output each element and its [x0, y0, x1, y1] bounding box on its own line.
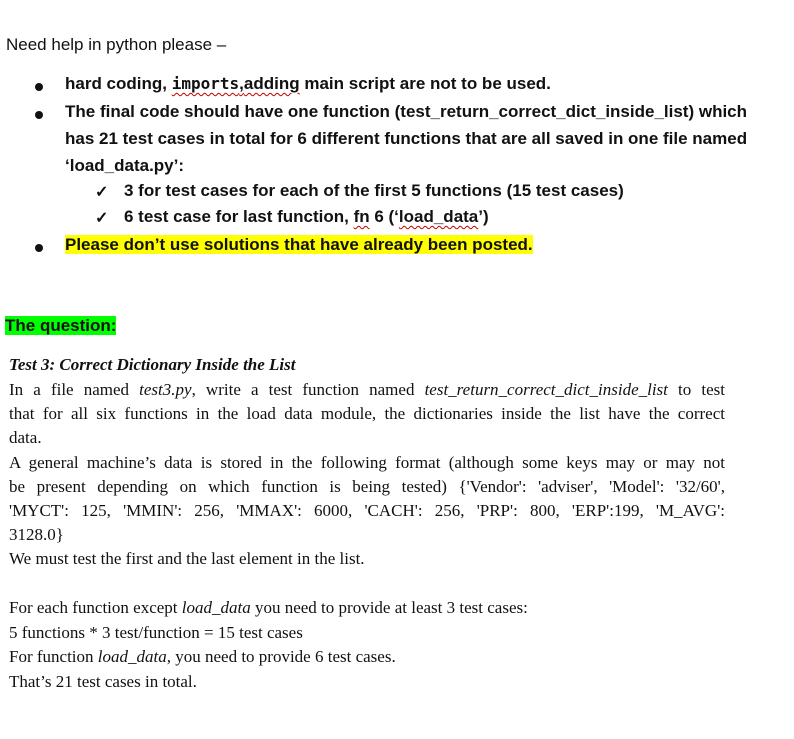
- check-2-fn: fn: [353, 207, 370, 226]
- p4-line-3: [9, 647, 396, 667]
- p2-line-2: be present depending on which function is being tested) {'Vendor': 'adviser', 'Model': '32/60',: [9, 477, 725, 496]
- p2-line-4: 3128.0}: [9, 525, 64, 544]
- check-2-part1: 6 test case for last function,: [124, 207, 354, 226]
- bullet-1-part1: hard coding,: [65, 74, 172, 93]
- p1-line-1: [9, 380, 725, 400]
- filename: test3.py: [139, 380, 192, 399]
- p2-line-3: 'MYCT': 125, 'MMIN': 256, 'MMAX': 6000, 'CACH': 256, 'PRP': 800, 'ERP':199, 'M_AVG':: [9, 501, 725, 520]
- bullet-1-part2: main script are not to be used.: [299, 74, 551, 93]
- check-item-1: 3 for test cases for each of the first 5 functions (15 test cases): [124, 181, 624, 200]
- check-icon: ✓: [95, 184, 109, 201]
- function-name: load_data: [97, 647, 167, 666]
- p1-text: to test: [667, 380, 725, 399]
- p4-text: you need to provide at least 3 test cases:: [250, 598, 528, 617]
- bullet-1-adding: adding: [243, 74, 300, 93]
- p3-line: We must test the first and the last element in the list.: [9, 549, 365, 568]
- test-title: Test 3: Correct Dictionary Inside the List: [9, 355, 296, 374]
- p4-text: For function: [9, 647, 98, 666]
- check-icon: ✓: [95, 210, 109, 227]
- bullet-dot: [35, 111, 43, 119]
- intro-text: Need help in python please –: [6, 35, 227, 54]
- p1-text: , write a test function named: [191, 380, 425, 399]
- p1-line-2: that for all six functions in the load data module, the dictionaries inside the list have the correct: [9, 404, 725, 423]
- p4-line-2: 5 functions * 3 test/function = 15 test cases: [9, 623, 303, 642]
- p1-line-3: data.: [9, 428, 42, 447]
- bullet-2-line-1: The final code should have one function (test_return_correct_dict_inside_list) which: [65, 102, 748, 121]
- bullet-3-text: [65, 235, 533, 255]
- bullet-3-highlight: Please don’t use solutions that have already been posted.: [65, 235, 533, 254]
- bullet-2-line-2: has 21 test cases in total for 6 different functions that are all saved in one file named: [65, 129, 748, 148]
- imports-code: imports: [171, 74, 240, 93]
- check-2-load-data: load_data: [398, 207, 479, 226]
- bullet-dot: [35, 83, 43, 91]
- p4-line-4: That’s 21 test cases in total.: [9, 672, 197, 691]
- question-label: [5, 316, 116, 336]
- p4-line-1: [9, 598, 528, 618]
- function-name: test_return_correct_dict_inside_list: [424, 380, 668, 399]
- bullet-dot: [35, 244, 43, 252]
- p4-text: For each function except: [9, 598, 182, 617]
- bullet-2-line-3: ‘load_data.py’:: [65, 156, 185, 175]
- bullet-1-comma: ,: [239, 74, 244, 93]
- question-label-highlight: The question:: [5, 316, 117, 335]
- check-2-part2: 6 (‘: [369, 207, 399, 226]
- check-item-2: [124, 207, 489, 227]
- function-name: load_data: [181, 598, 251, 617]
- bullet-1-text: [65, 74, 551, 94]
- p1-text: In a file named: [9, 380, 140, 399]
- p4-text: , you need to provide 6 test cases.: [166, 647, 396, 666]
- check-2-part3: ’): [478, 207, 489, 226]
- p2-line-1: A general machine’s data is stored in the following format (although some keys may or may not: [9, 453, 725, 472]
